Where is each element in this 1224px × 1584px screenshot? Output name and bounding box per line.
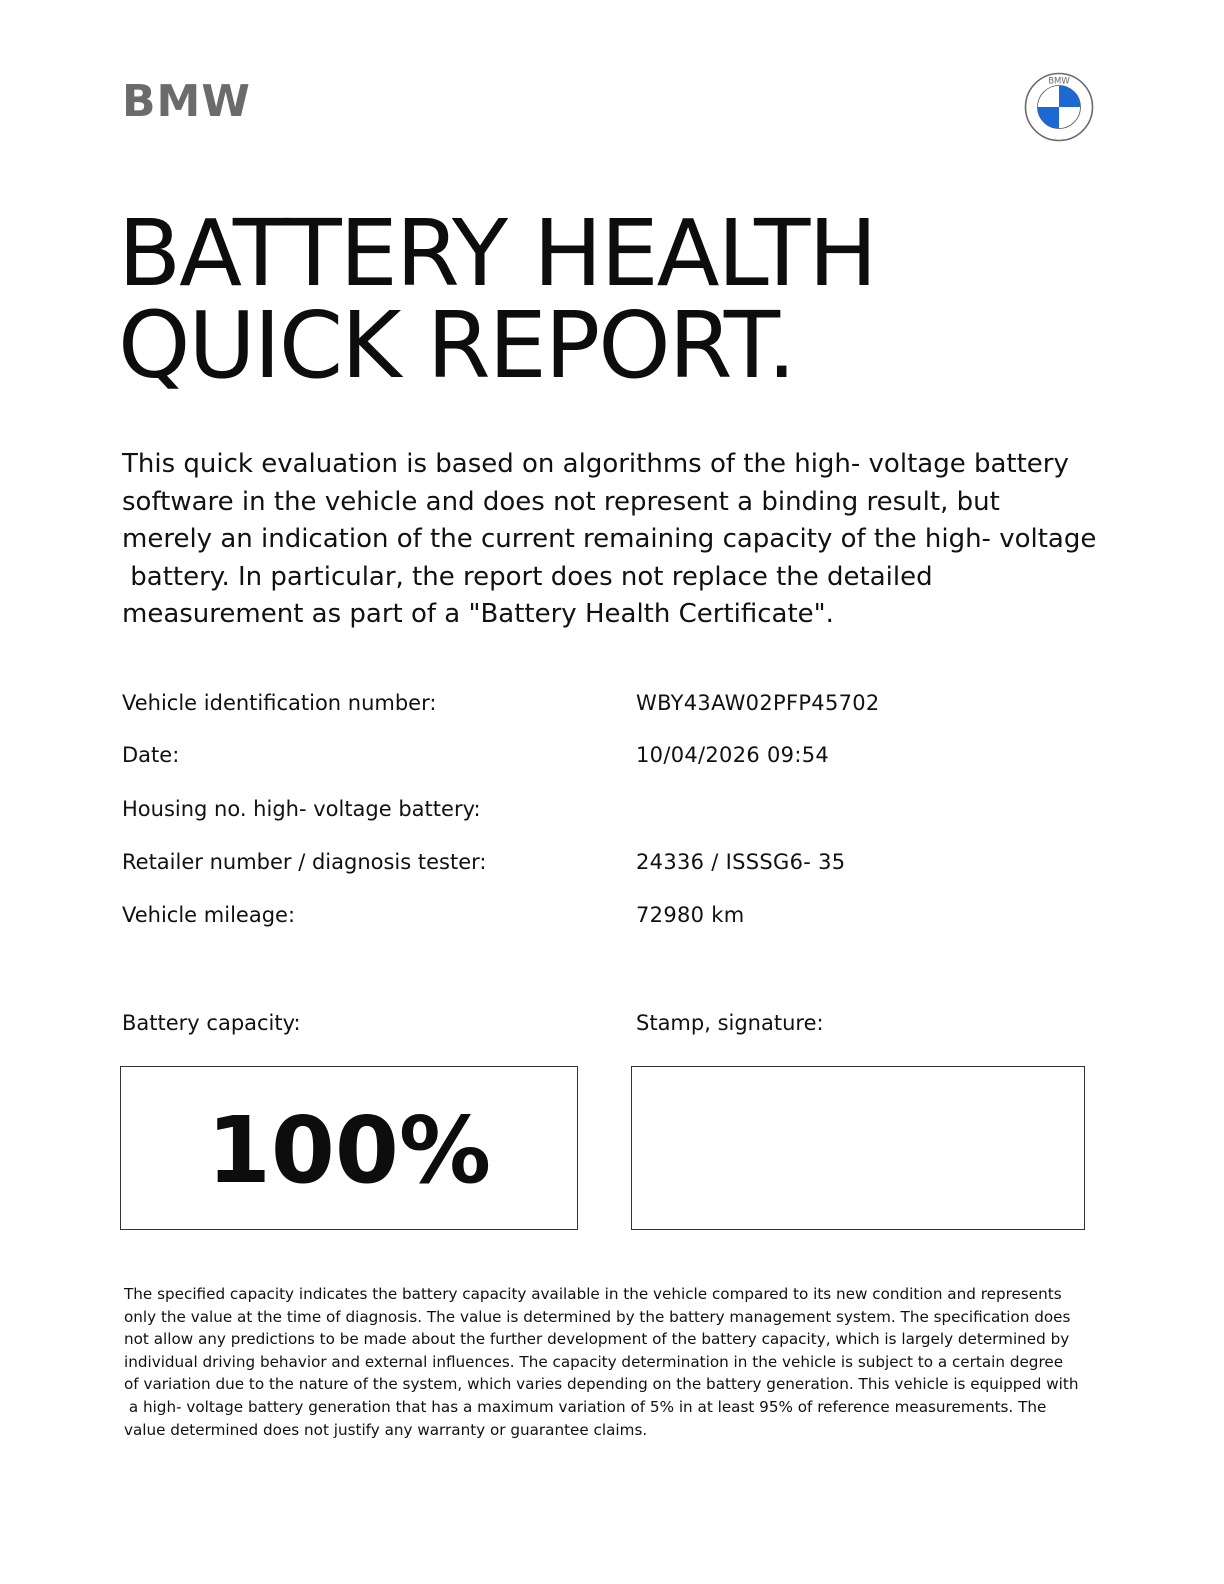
date-label: Date: — [122, 743, 180, 767]
mileage-label: Vehicle mileage: — [122, 903, 296, 927]
battery-capacity-label: Battery capacity: — [122, 1011, 301, 1035]
title-line: QUICK REPORT. — [118, 292, 795, 399]
info-row-housing — [122, 794, 1102, 824]
intro-paragraph — [122, 446, 1102, 634]
page-title — [118, 200, 876, 399]
bmw-roundel-icon — [1024, 72, 1094, 142]
footnote-line: a high- voltage battery generation that has a maximum variation of 5% in at least 95% of reference measurements. The — [124, 1397, 1047, 1416]
retailer-label: Retailer number / diagnosis tester: — [122, 850, 487, 874]
info-row-retailer — [122, 847, 1102, 877]
footnote-line: value determined does not justify any warranty or guarantee claims. — [124, 1420, 648, 1439]
intro-line: battery. In particular, the report does not replace the detailed — [122, 561, 933, 592]
footnote-line: of variation due to the nature of the system, which varies depending on the battery generation. This vehicle is equipped with — [124, 1375, 1079, 1394]
footnote-line: not allow any predictions to be made about the further development of the battery capacity, which is largely determined by — [124, 1330, 1070, 1349]
footnote-line: individual driving behavior and external influences. The capacity determination in the vehicle is subject to a certain degree — [124, 1352, 1064, 1371]
retailer-value: 24336 / ISSSG6- 35 — [636, 850, 846, 874]
stamp-signature-box — [631, 1066, 1085, 1230]
info-row-vin — [122, 688, 1102, 718]
mileage-value: 72980 km — [636, 903, 745, 927]
stamp-signature-label: Stamp, signature: — [636, 1011, 824, 1035]
brand-wordmark: BMW — [122, 76, 251, 127]
intro-line: measurement as part of a "Battery Health Certificate". — [122, 599, 834, 629]
footnote-disclaimer — [124, 1283, 1099, 1441]
intro-line: This quick evaluation is based on algorithms of the high- voltage battery — [122, 449, 1069, 479]
footnote-line: only the value at the time of diagnosis. The value is determined by the battery management system. The specification does — [124, 1307, 1071, 1326]
info-row-date — [122, 740, 1102, 770]
housing-label: Housing no. high- voltage battery: — [122, 797, 481, 821]
date-value: 10/04/2026 09:54 — [636, 743, 830, 767]
intro-line: software in the vehicle and does not represent a binding result, but — [122, 486, 1000, 517]
vin-value: WBY43AW02PFP45702 — [636, 691, 880, 715]
intro-line: merely an indication of the current remaining capacity of the high- voltage — [122, 524, 1097, 554]
title-line: BATTERY HEALTH — [118, 200, 876, 307]
roundel-letters: BMW — [1048, 76, 1070, 87]
vin-label: Vehicle identification number: — [122, 691, 437, 715]
battery-capacity-value: 100% — [206, 1097, 492, 1204]
info-row-mileage — [122, 900, 1102, 930]
footnote-line: The specified capacity indicates the battery capacity available in the vehicle compared to its new condition and represents — [124, 1285, 1062, 1303]
battery-capacity-box — [120, 1066, 578, 1230]
